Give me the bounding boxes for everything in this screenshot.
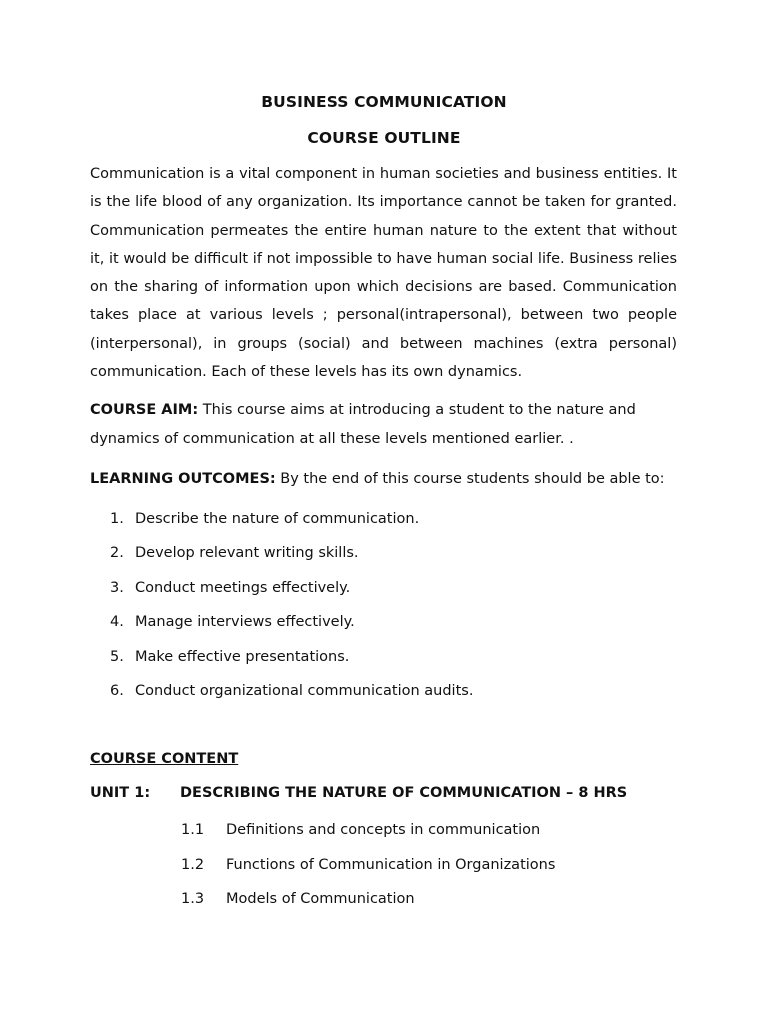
list-item bbox=[110, 610, 473, 644]
unit-heading bbox=[90, 785, 627, 801]
list-item-text: Describe the nature of communication. bbox=[135, 511, 420, 527]
document-subtitle: COURSE OUTLINE bbox=[307, 129, 461, 147]
learning-outcomes-text: By the end of this course students should be able to: bbox=[275, 471, 665, 487]
list-item-text: Conduct organizational communication audits. bbox=[135, 682, 474, 699]
list-item-number: 6. bbox=[110, 682, 124, 699]
topic-item bbox=[181, 855, 555, 890]
list-item bbox=[110, 541, 473, 575]
topic-text: Functions of Communication in Organizations bbox=[226, 856, 556, 873]
learning-outcomes-paragraph bbox=[90, 465, 680, 494]
course-aim-label: COURSE AIM: bbox=[90, 402, 199, 418]
list-item-text: Make effective presentations. bbox=[135, 648, 350, 665]
unit-topic-list bbox=[181, 820, 555, 924]
list-item bbox=[110, 576, 473, 610]
topic-text: Models of Communication bbox=[226, 891, 415, 907]
list-item-text: Conduct meetings effectively. bbox=[135, 579, 351, 596]
course-content-heading: COURSE CONTENT bbox=[90, 751, 239, 767]
topic-item bbox=[181, 889, 555, 924]
unit-number: UNIT 1: bbox=[90, 785, 151, 801]
list-item bbox=[110, 507, 473, 541]
learning-outcomes-label: LEARNING OUTCOMES: bbox=[90, 471, 276, 487]
list-item bbox=[110, 645, 473, 679]
intro-paragraph: Communication is a vital component in human societies and business entities. It is the life blood of any organization. Its importance cannot be taken for granted. Communication permeates the entire human nature to the extent that without it, it would be difficult if not impossible to have human social life. Business relies on the sharing of information upon which decisions are based. Communication takes place at various levels ; personal(intrapersonal), between two people (interpersonal), in groups (social) and between machines (extra personal) communication. Each of these levels has its own dynamics. bbox=[90, 166, 677, 381]
topic-item bbox=[181, 820, 555, 855]
unit-title: DESCRIBING THE NATURE OF COMMUNICATION – 8 HRS bbox=[180, 785, 628, 801]
list-item bbox=[110, 679, 473, 713]
topic-text: Definitions and concepts in communication bbox=[226, 822, 541, 838]
topic-number: 1.3 bbox=[181, 891, 205, 907]
list-item-number: 5. bbox=[110, 648, 124, 665]
learning-outcomes-list bbox=[110, 507, 473, 713]
list-item-number: 3. bbox=[110, 579, 124, 596]
topic-number: 1.2 bbox=[181, 856, 205, 873]
document-title: BUSINESS COMMUNICATION bbox=[261, 93, 507, 111]
list-item-number: 2. bbox=[110, 545, 124, 562]
topic-number: 1.1 bbox=[181, 822, 205, 838]
list-item-number: 1. bbox=[110, 511, 124, 527]
list-item-text: Manage interviews effectively. bbox=[135, 614, 355, 631]
course-aim-text: This course aims at introducing a student to the nature and dynamics of communication at all these levels mentioned earlier. . bbox=[90, 402, 636, 447]
list-item-text: Develop relevant writing skills. bbox=[135, 545, 359, 562]
course-aim-paragraph bbox=[90, 396, 680, 453]
list-item-number: 4. bbox=[110, 614, 124, 631]
